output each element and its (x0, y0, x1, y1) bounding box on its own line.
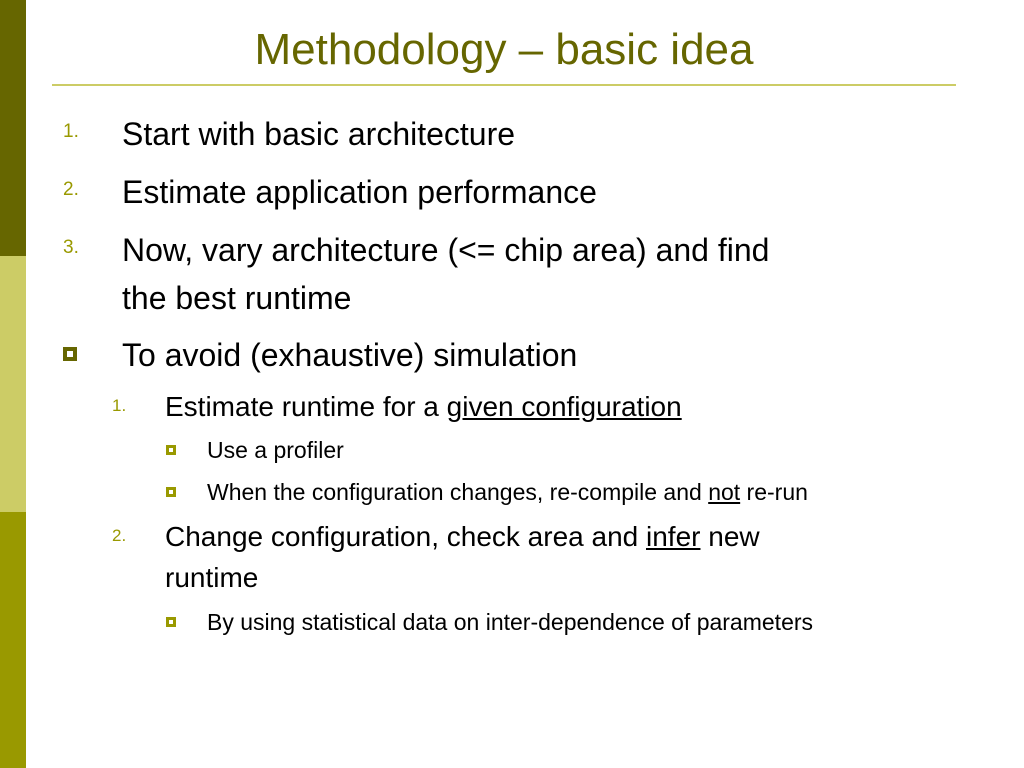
slide-title: Methodology – basic idea (254, 25, 754, 74)
square-bullet-icon (63, 347, 77, 361)
bullet-text: To avoid (exhaustive) simulation (122, 337, 578, 373)
list-item-text: Estimate application performance (122, 174, 597, 210)
square-bullet-icon (166, 487, 176, 497)
sub-bullet-text: Use a profiler (207, 437, 344, 463)
list-number: 2. (63, 179, 79, 200)
list-item-text: Start with basic architecture (122, 116, 516, 152)
list-item-text: Now, vary architecture (<= chip area) and find the best runtime (122, 232, 770, 316)
list-number: 1. (112, 396, 127, 415)
list-number: 1. (63, 121, 79, 142)
list-number: 2. (112, 526, 127, 545)
sub-bullet-text: When the configuration changes, re-compile and not re-run (207, 479, 808, 505)
square-bullet-icon (166, 445, 176, 455)
list-number: 3. (63, 237, 79, 258)
square-bullet-icon (166, 617, 176, 627)
sub-list-item-text: Estimate runtime for a given configuration (165, 391, 682, 422)
sub-list-item-text: Change configuration, check area and infer new runtime (165, 521, 760, 593)
underlined-text: not (708, 479, 741, 505)
underlined-text: given configuration (446, 391, 682, 422)
sub-bullet-text: By using statistical data on inter-dependence of parameters (207, 609, 814, 635)
underlined-text: infer (646, 521, 701, 552)
